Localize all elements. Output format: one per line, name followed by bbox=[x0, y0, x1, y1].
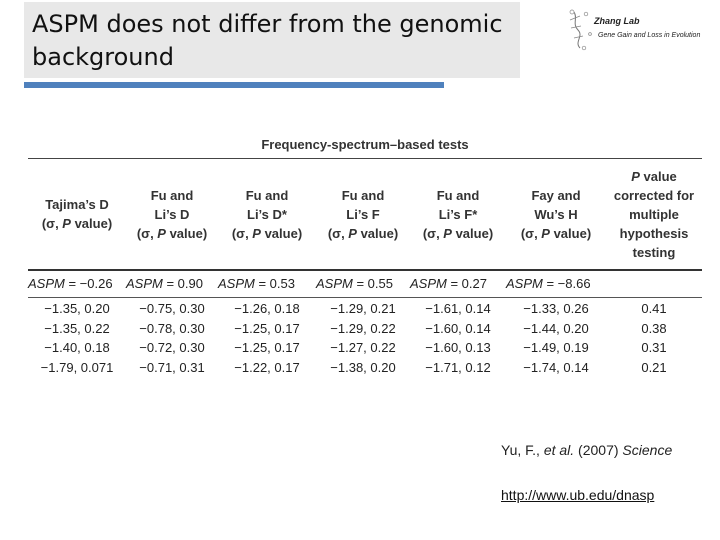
table-cell: −1.74, 0.14 bbox=[523, 359, 589, 375]
table-cell: −1.22, 0.17 bbox=[234, 359, 300, 375]
table-cell: −1.61, 0.14 bbox=[425, 301, 491, 316]
table-header-row bbox=[28, 159, 702, 271]
table-cell: −1.71, 0.12 bbox=[425, 359, 491, 375]
table-cell: −1.29, 0.21 bbox=[330, 301, 396, 316]
table-cell: 0.21 bbox=[641, 359, 667, 375]
column-header-3: Fu and Li’s D* (σ, P value) bbox=[231, 187, 303, 241]
aspm-values-row bbox=[28, 271, 702, 298]
table-cell: −0.78, 0.30 bbox=[139, 320, 205, 336]
citation bbox=[501, 442, 672, 458]
aspm-value-6: ASPM = −8.66 bbox=[506, 276, 591, 291]
column-header-1: Tajima’s D (σ, P value) bbox=[41, 197, 113, 231]
table-cell: 0.31 bbox=[641, 340, 667, 356]
table-row bbox=[28, 360, 702, 380]
aspm-value-2: ASPM = 0.90 bbox=[126, 276, 203, 291]
aspm-value-3: ASPM = 0.53 bbox=[218, 276, 295, 291]
aspm-value-5: ASPM = 0.27 bbox=[410, 276, 487, 291]
table-cell: −1.49, 0.19 bbox=[523, 340, 589, 356]
table-cell: −1.26, 0.18 bbox=[234, 301, 300, 316]
table-cell: −1.25, 0.17 bbox=[234, 340, 300, 356]
table-cell: 0.38 bbox=[641, 320, 667, 336]
column-header-6: Fay and Wu’s H (σ, P value) bbox=[520, 187, 592, 241]
table-row bbox=[28, 340, 702, 360]
dna-tree-icon bbox=[566, 4, 720, 54]
frequency-spectrum-table bbox=[28, 130, 702, 378]
table-cell: −1.60, 0.13 bbox=[425, 340, 491, 356]
table-cell: −1.44, 0.20 bbox=[523, 320, 589, 336]
table-cell: −0.75, 0.30 bbox=[139, 301, 205, 316]
table-row bbox=[28, 321, 702, 341]
table-cell: −1.79, 0.071 bbox=[40, 359, 114, 375]
table-row bbox=[28, 301, 702, 321]
citation-text: Yu, F., et al. (2007) Science bbox=[501, 442, 673, 458]
column-header-4: Fu and Li’s F (σ, P value) bbox=[327, 187, 399, 241]
logo-tagline: Gene Gain and Loss in Evolution bbox=[598, 32, 701, 39]
table-cell: −1.33, 0.26 bbox=[523, 301, 589, 316]
aspm-value-1: ASPM = −0.26 bbox=[28, 276, 113, 291]
table-cell: −1.38, 0.20 bbox=[330, 359, 396, 375]
slide-title-box bbox=[24, 2, 520, 78]
table-cell: −1.60, 0.14 bbox=[425, 320, 491, 336]
table-cell: −0.71, 0.31 bbox=[139, 359, 205, 375]
logo-lab-name: Zhang Lab bbox=[594, 16, 640, 26]
title-accent-bar bbox=[24, 82, 444, 88]
zhang-lab-logo bbox=[566, 4, 720, 54]
table-cell: −0.72, 0.30 bbox=[139, 340, 205, 356]
table-cell: 0.41 bbox=[641, 301, 667, 316]
table-cell: −1.35, 0.22 bbox=[44, 320, 110, 336]
dnasp-link[interactable]: http://www.ub.edu/dnasp bbox=[501, 487, 655, 503]
table-cell: −1.40, 0.18 bbox=[44, 340, 110, 356]
table-cell: −1.25, 0.17 bbox=[234, 320, 300, 336]
column-header-2: Fu and Li’s D (σ, P value) bbox=[136, 187, 208, 241]
column-header-7: P value corrected for multiple hypothesis testing bbox=[613, 168, 695, 260]
table-cell: −1.29, 0.22 bbox=[330, 320, 396, 336]
column-header-5: Fu and Li’s F* (σ, P value) bbox=[422, 187, 494, 241]
slide-title: ASPM does not differ from the genomic background bbox=[32, 10, 503, 71]
table-cell: −1.35, 0.20 bbox=[44, 301, 110, 316]
table-body bbox=[28, 298, 702, 378]
aspm-value-4: ASPM = 0.55 bbox=[316, 276, 393, 291]
table-caption: Frequency-spectrum–based tests bbox=[28, 130, 702, 159]
table-cell: −1.27, 0.22 bbox=[330, 340, 396, 356]
